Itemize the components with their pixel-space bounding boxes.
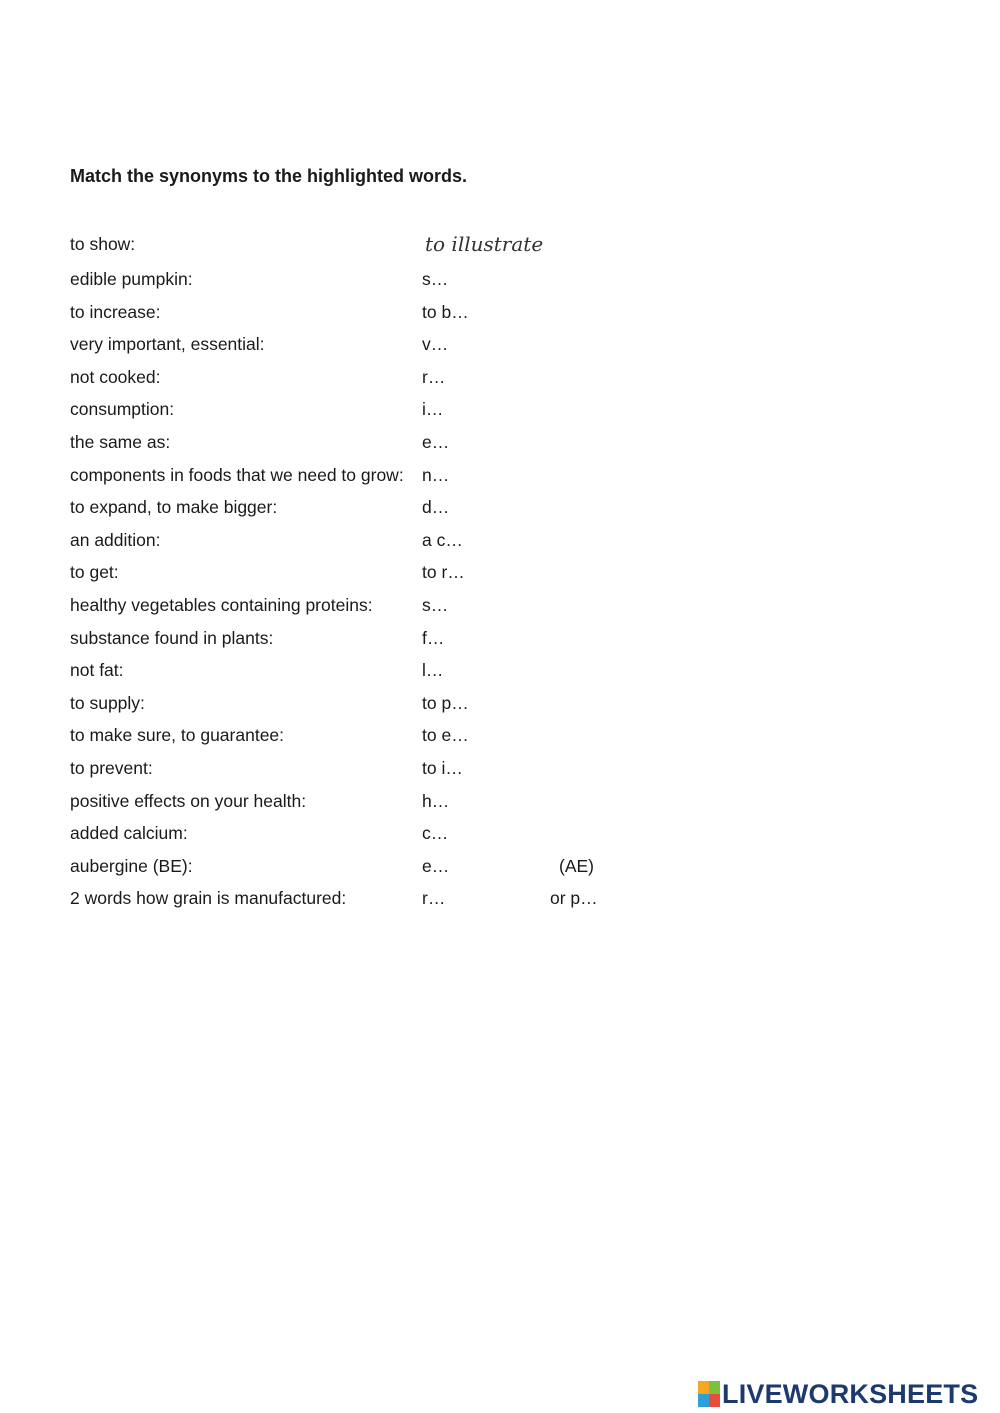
term: edible pumpkin: — [70, 269, 193, 289]
term: to make sure, to guarantee: — [70, 725, 285, 746]
answer-field[interactable]: to e… — [422, 725, 469, 746]
term: added calcium: — [70, 823, 188, 844]
term: positive effects on your health: — [70, 790, 307, 811]
term: to increase: — [70, 301, 161, 322]
term: to get: — [70, 562, 119, 583]
brand-name: LIVEWORKSHEETS — [722, 1378, 979, 1409]
vocab-row — [70, 393, 670, 426]
answer-field-second[interactable]: or p… — [550, 888, 598, 909]
vocab-row — [70, 622, 670, 655]
answer-field[interactable]: to i… — [422, 757, 463, 778]
term: consumption: — [70, 399, 175, 420]
term: to prevent: — [70, 757, 153, 778]
vocab-row — [70, 361, 670, 394]
vocab-row — [70, 882, 670, 915]
answer-field[interactable]: e… — [422, 855, 450, 876]
answer-field[interactable]: a c… — [422, 529, 463, 550]
vocab-row — [70, 687, 670, 720]
term: substance found in plants: — [70, 627, 274, 648]
term: 2 words how grain is manufactured: — [70, 888, 347, 909]
liveworksheets-logo-icon — [698, 1381, 720, 1407]
answer-field[interactable]: v… — [422, 334, 449, 355]
term: not fat: — [70, 660, 124, 681]
vocab-row — [70, 556, 670, 589]
term: not cooked: — [70, 366, 161, 387]
term: healthy vegetables containing proteins: — [70, 594, 373, 615]
vocab-row — [70, 850, 670, 883]
vocab-row — [70, 589, 670, 622]
answer-field[interactable]: to p… — [422, 692, 469, 713]
answer-field[interactable]: s… — [422, 269, 449, 289]
vocab-row — [70, 426, 670, 459]
term: components in foods that we need to grow: — [70, 464, 404, 485]
answer-field[interactable]: i… — [422, 399, 444, 420]
answer-example: to illustrate — [425, 232, 544, 256]
answer-field-ae[interactable]: (AE) — [559, 855, 594, 876]
vocab-row — [70, 654, 670, 687]
vocab-row — [70, 785, 670, 818]
answer-field[interactable]: l… — [422, 660, 444, 681]
answer-field[interactable]: d… — [422, 497, 450, 518]
vocab-row — [70, 524, 670, 557]
vocab-row — [70, 459, 670, 492]
answer-field[interactable]: to r… — [422, 562, 465, 583]
term: an addition: — [70, 529, 161, 550]
vocab-row — [70, 491, 670, 524]
answer-field[interactable]: to b… — [422, 301, 469, 322]
term: aubergine (BE): — [70, 855, 193, 876]
vocabulary-list — [70, 226, 670, 915]
page-title: Match the synonyms to the highlighted words. — [70, 166, 468, 186]
vocab-row — [70, 817, 670, 850]
answer-field[interactable]: r… — [422, 366, 446, 387]
liveworksheets-brand[interactable] — [698, 1377, 978, 1411]
vocab-row — [70, 263, 670, 296]
answer-field[interactable]: e… — [422, 431, 450, 452]
term: to supply: — [70, 692, 145, 713]
answer-field[interactable]: r… — [422, 888, 446, 909]
vocab-row — [70, 752, 670, 785]
term: the same as: — [70, 431, 171, 452]
answer-field[interactable]: h… — [422, 790, 450, 811]
answer-field[interactable]: n… — [422, 464, 450, 485]
vocab-row — [70, 296, 670, 329]
term: to expand, to make bigger: — [70, 497, 278, 518]
answer-field[interactable]: c… — [422, 823, 449, 844]
vocab-row — [70, 226, 670, 263]
answer-field[interactable]: s… — [422, 594, 449, 615]
term: to show: — [70, 234, 136, 254]
vocab-row — [70, 719, 670, 752]
term: very important, essential: — [70, 334, 265, 355]
answer-field[interactable]: f… — [422, 627, 445, 648]
vocab-row — [70, 328, 670, 361]
